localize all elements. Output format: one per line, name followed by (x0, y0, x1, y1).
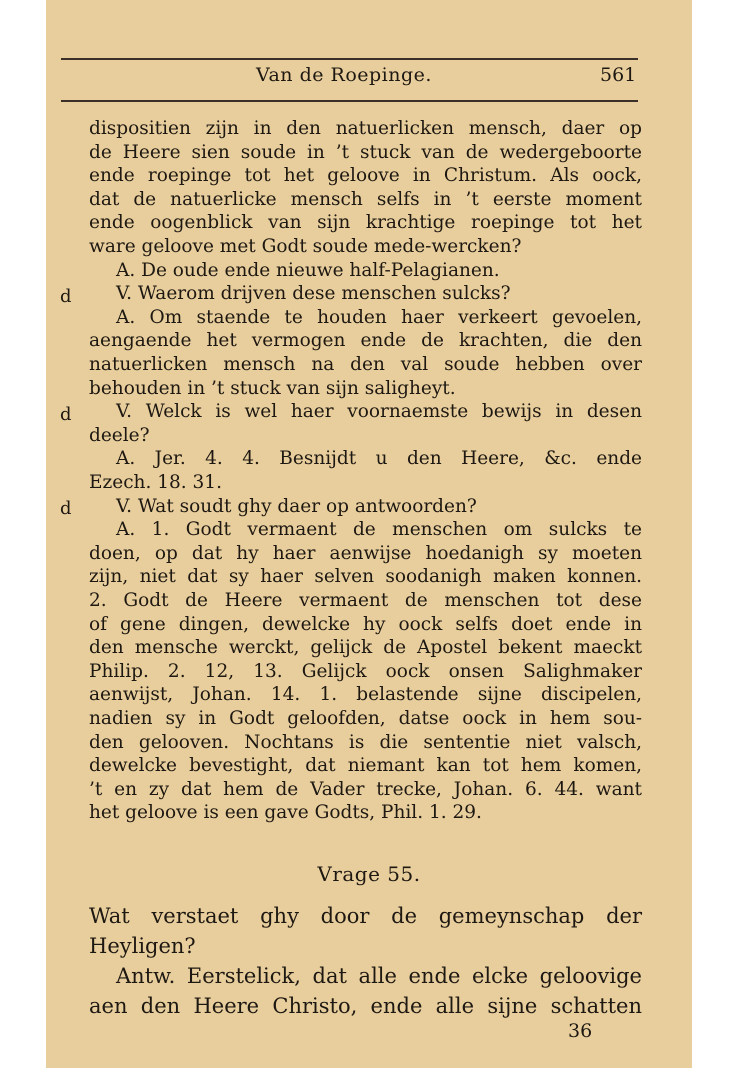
text-line: V. Welck is wel haer voornaemste bewijs in desen (116, 401, 642, 423)
text-line: 2. Godt de Heere vermaent de menschen tot dese (89, 590, 642, 611)
text-line: aenwijst, Johan. 14. 1. belastende sijne discipelen, (89, 684, 642, 706)
running-title: Van de Roepinge. (256, 64, 432, 86)
answer-line: Wat verstaet ghy door de gemeynschap der (89, 904, 642, 928)
book-page (46, 0, 692, 1068)
margin-mark: d (60, 498, 72, 519)
text-line: ende oogenblick van sijn krachtige roepinge tot het (89, 212, 642, 234)
text-line: deele? (89, 424, 150, 446)
answer-line: aen den Heere Christo, ende alle sijne schatten (89, 994, 642, 1018)
text-line: natuerlicken mensch na den val soude hebben over (89, 354, 642, 375)
text-line: den gelooven. Nochtans is die sententie niet valsch, (89, 731, 642, 753)
text-line: ware geloove met Godt soude mede-wercken? (89, 236, 522, 257)
text-line: A. De oude ende nieuwe half-Pelagianen. (116, 259, 500, 281)
text-line: A. 1. Godt vermaent de menschen om sulcks te (116, 519, 642, 541)
header-rule-bottom (61, 100, 638, 102)
text-line: Philip. 2. 12, 13. Gelijck oock onsen Salighmaker (89, 660, 642, 682)
signature-mark: 36 (568, 1020, 593, 1042)
text-line: het geloove is een gave Godts, Phil. 1. 29. (89, 802, 482, 824)
text-line: doen, op dat hy haer aenwijse hoedanigh sy moeten (89, 542, 642, 564)
margin-mark: d (60, 286, 72, 307)
text-line: dat de natuerlicke mensch selfs in ’t eerste moment (89, 188, 642, 210)
page-number: 561 (600, 64, 637, 86)
header-rule-top (61, 58, 638, 60)
answer-line: Antw. Eerstelick, dat alle ende elcke geloovige (116, 964, 642, 988)
text-line: A. Jer. 4. 4. Besnijdt u den Heere, &c. ende (116, 448, 642, 470)
margin-mark: d (60, 404, 72, 425)
answer-line: Heyligen? (89, 934, 196, 958)
text-line: de Heere sien soude in ’t stuck van de wedergeboorte (89, 141, 642, 163)
text-line: zijn, niet dat sy haer selven soodanigh maken konnen. (89, 566, 642, 588)
text-line: of gene dingen, dewelcke hy oock selfs doet ende in (89, 613, 642, 635)
text-line: Ezech. 18. 31. (89, 472, 222, 493)
text-line: V. Waerom drijven dese menschen sulcks? (116, 283, 511, 305)
text-line: dewelcke bevestight, dat niemant kan tot hem komen, (89, 755, 642, 777)
text-line: ende roepinge tot het geloove in Christum. Als oock, (89, 165, 642, 187)
text-line: A. Om staende te houden haer verkeert gevoelen, (116, 306, 642, 328)
text-line: dispositien zijn in den natuerlicken mensch, daer op (89, 118, 642, 139)
text-line: nadien sy in Godt geloofden, datse oock in hem sou- (89, 708, 642, 729)
text-line: aengaende het vermogen ende de krachten, die den (89, 330, 642, 352)
text-line: ’t en zy dat hem de Vader trecke, Johan. 6. 44. want (89, 778, 642, 800)
text-line: behouden in ’t stuck van sijn saligheyt. (89, 377, 456, 399)
text-line: den mensche werckt, gelijck de Apostel bekent maeckt (89, 637, 642, 659)
text-line: V. Wat soudt ghy daer op antwoorden? (116, 495, 477, 517)
section-heading: Vrage 55. (317, 862, 421, 886)
